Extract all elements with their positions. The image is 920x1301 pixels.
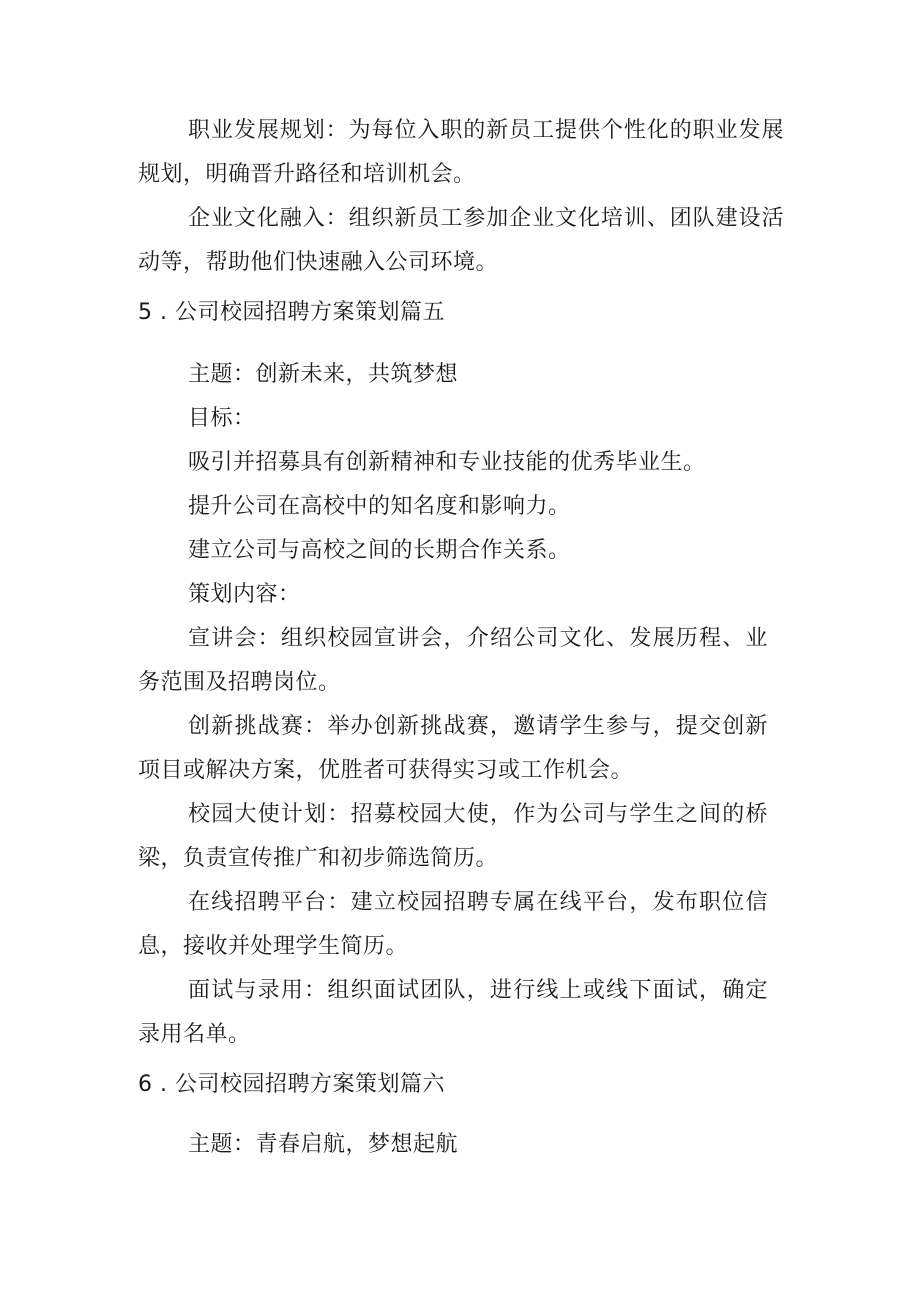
paragraph-line: 息，接收并处理学生简历。: [138, 934, 409, 959]
paragraph-line: 梁，负责宣传推广和初步筛选简历。: [138, 846, 499, 871]
paragraph-line: 面试与录用：组织面试团队，进行线上或线下面试，确定: [188, 978, 768, 1003]
paragraph-line: 职业发展规划：为每位入职的新员工提供个性化的职业发展: [188, 118, 784, 143]
paragraph-line: 吸引并招募具有创新精神和专业技能的优秀毕业生。: [188, 450, 706, 475]
paragraph-line: 创新挑战赛：举办创新挑战赛，邀请学生参与，提交创新: [188, 714, 768, 739]
paragraph-line: 在线招聘平台：建立校园招聘专属在线平台，发布职位信: [188, 890, 768, 915]
paragraph-line: 目标：: [188, 406, 256, 431]
paragraph-line: 务范围及招聘岗位。: [138, 670, 341, 695]
paragraph-line: 校园大使计划：招募校园大使，作为公司与学生之间的桥: [188, 802, 768, 827]
paragraph-line: 企业文化融入：组织新员工参加企业文化培训、团队建设活: [188, 206, 784, 231]
paragraph-line: 建立公司与高校之间的长期合作关系。: [188, 538, 571, 563]
paragraph-line: 规划，明确晋升路径和培训机会。: [138, 162, 476, 187]
paragraph-line: 主题：创新未来，共筑梦想: [188, 362, 459, 387]
paragraph-line: 宣讲会：组织校园宣讲会，介绍公司文化、发展历程、业: [188, 626, 768, 651]
section-heading: 6 . 公司校园招聘方案策划篇六: [138, 1072, 445, 1097]
section-heading: 5 . 公司校园招聘方案策划篇五: [138, 300, 445, 325]
paragraph-line: 策划内容：: [188, 582, 301, 607]
paragraph-line: 动等，帮助他们快速融入公司环境。: [138, 250, 499, 275]
paragraph-line: 提升公司在高校中的知名度和影响力。: [188, 494, 571, 519]
paragraph-line: 录用名单。: [138, 1022, 251, 1047]
paragraph-line: 主题：青春启航，梦想起航: [188, 1132, 459, 1157]
paragraph-line: 项目或解决方案，优胜者可获得实习或工作机会。: [138, 758, 634, 783]
